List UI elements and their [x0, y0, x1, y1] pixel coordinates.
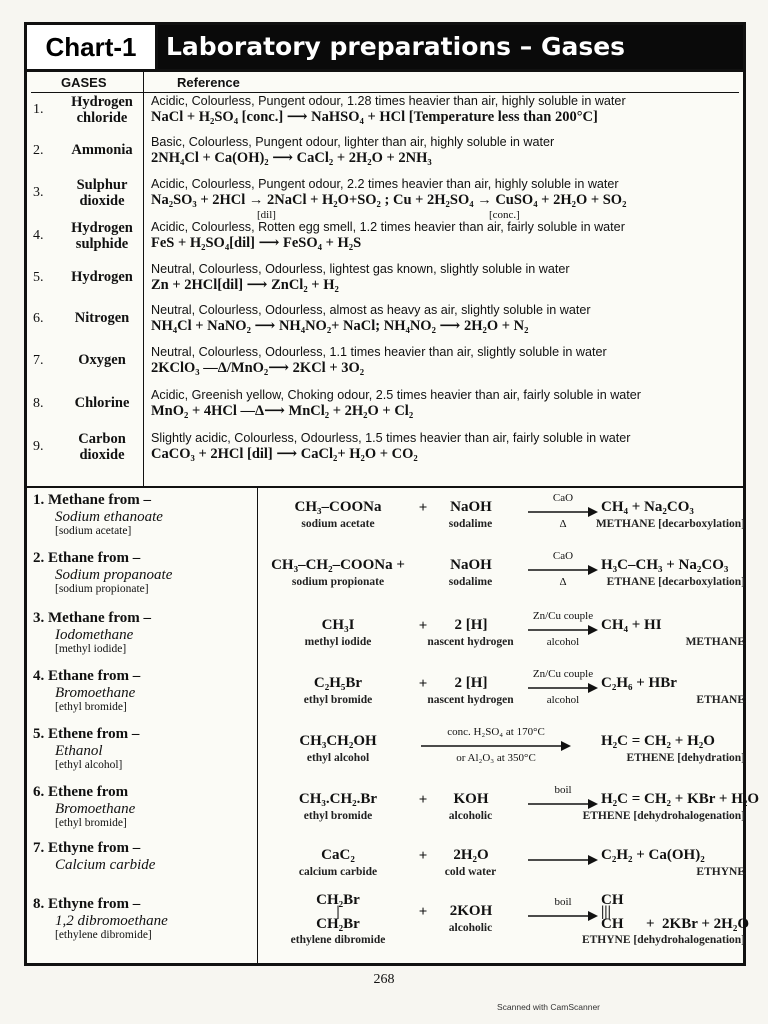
- gas-name: Hydrogen: [71, 269, 133, 285]
- gas-number: 9.: [33, 439, 44, 454]
- product: CH ||| CH + 2KBr + 2H₂O: [601, 892, 749, 932]
- reactant-1-label: ethyl bromide: [303, 810, 373, 822]
- preparation-note: [sodium propionate]: [55, 583, 149, 595]
- reactant-2-label: nascent hydrogen: [427, 636, 514, 648]
- reactant-1-label: ethylene dibromide: [290, 934, 386, 946]
- reactant-2: NaOH: [450, 499, 492, 515]
- reaction-condition: conc. H₂SO₄ at 170°C: [447, 726, 545, 738]
- reactant-1: CH₃CH₂OH: [299, 733, 377, 749]
- gas-name: Nitrogen: [74, 310, 130, 326]
- plus-sign: +: [418, 618, 428, 634]
- preparation-source: Ethanol: [55, 743, 103, 759]
- reaction-condition: CaO: [552, 492, 574, 504]
- reaction-equation: [263, 550, 745, 608]
- preparation-name: [33, 784, 255, 830]
- preparations-table: [27, 488, 760, 965]
- gases-table: [27, 72, 743, 488]
- reaction-equation: [263, 492, 745, 550]
- preparation-title: 7. Ethyne from –: [33, 840, 141, 856]
- gas-equation: Na₂SO₃ + 2HCl → 2NaCl + H₂O+SO₂ ; Cu + 2H₂SO₄ → CuSO₄ + 2H₂O + SO₂: [151, 192, 627, 208]
- scan-watermark: Scanned with CamScanner: [497, 1002, 601, 1012]
- reaction-condition: Δ: [559, 576, 567, 588]
- plus-sign: +: [418, 676, 428, 692]
- gas-properties: Slightly acidic, Colourless, Odourless, 1.5 times heavier than air, fairly soluble in water: [151, 431, 631, 445]
- reactant-2-label: cold water: [444, 866, 497, 878]
- preparation-row: [27, 726, 743, 784]
- reactant-2: 2KOH: [449, 903, 493, 919]
- reaction-arrow-icon: [528, 853, 598, 867]
- preparation-row: [27, 492, 743, 550]
- reactant-1: CH₂Br | CH₂Br: [316, 892, 360, 932]
- preparation-name: [33, 550, 255, 596]
- gas-name: Chlorine: [74, 395, 130, 411]
- reactant-1: CH₃.CH₂.Br: [298, 791, 378, 807]
- plus-sign: +: [418, 792, 428, 808]
- reactant-2: KOH: [453, 791, 489, 807]
- preparation-source: Calcium carbide: [55, 857, 156, 873]
- gas-properties: Neutral, Colourless, Odourless, lightest gas known, slightly soluble in water: [151, 262, 570, 276]
- reaction-equation: [263, 726, 745, 784]
- reactant-1: CaC₂: [321, 847, 355, 863]
- gas-row: [27, 94, 743, 136]
- equation-note: [conc.]: [489, 209, 520, 221]
- reactant-1-label: ethyl alcohol: [306, 752, 370, 764]
- gas-row: [27, 431, 743, 473]
- reactant-2: 2 [H]: [454, 675, 488, 691]
- reaction-equation: [263, 668, 745, 726]
- column-header-reference: Reference: [177, 75, 240, 90]
- gas-number: 4.: [33, 228, 44, 243]
- chart-title: Laboratory preparations – Gases: [158, 25, 743, 69]
- product-label: ETHENE [dehydrohalogenation]: [582, 810, 745, 822]
- reaction-equation: [263, 840, 745, 898]
- reaction-arrow-icon: [528, 797, 598, 811]
- reactant-2-label: alcoholic: [448, 922, 493, 934]
- gas-name: Hydrogen chloride: [71, 94, 133, 126]
- reaction-arrow-icon: [528, 623, 598, 637]
- gas-number: 1.: [33, 102, 44, 117]
- product: C₂H₆ + HBr: [601, 675, 677, 691]
- reactant-1-label: ethyl bromide: [303, 694, 373, 706]
- reactant-2-label: alcoholic: [448, 810, 493, 822]
- gas-properties: Neutral, Colourless, Odourless, 1.1 times heavier than air, slightly soluble in water: [151, 345, 607, 359]
- preparation-note: [ethyl alcohol]: [55, 759, 123, 771]
- reactant-1-label: calcium carbide: [298, 866, 378, 878]
- preparation-note: [sodium acetate]: [55, 525, 132, 537]
- gas-number: 7.: [33, 353, 44, 368]
- preparation-source: Sodium propanoate: [55, 567, 173, 583]
- product-label: METHANE: [685, 636, 745, 648]
- reaction-condition: or Al₂O₃ at 350°C: [456, 752, 536, 764]
- preparation-row: [27, 840, 743, 898]
- reaction-equation: [263, 610, 745, 668]
- reactant-1: C₂H₅Br: [313, 675, 363, 691]
- reaction-condition: Zn/Cu couple: [532, 610, 594, 622]
- product: CH₄ + Na₂CO₃: [601, 499, 694, 515]
- preparation-source: Iodomethane: [55, 627, 134, 643]
- product: C₂H₂ + Ca(OH)₂: [601, 847, 705, 863]
- reactant-1: CH₃–COONa: [294, 499, 382, 515]
- preparation-title: 4. Ethane from –: [33, 668, 141, 684]
- gas-equation: NH₄Cl + NaNO₂ ⟶ NH₄NO₂+ NaCl; NH₄NO₂ ⟶ 2H₂O + N₂: [151, 318, 529, 334]
- gas-properties: Acidic, Colourless, Rotten egg smell, 1.2 times heavier than air, fairly soluble in water: [151, 220, 625, 234]
- reaction-condition: CaO: [552, 550, 574, 562]
- preparation-note: [methyl iodide]: [55, 643, 127, 655]
- reactant-2-label: sodalime: [448, 576, 493, 588]
- gas-equation: 2NH₄Cl + Ca(OH)₂ ⟶ CaCl₂ + 2H₂O + 2NH₃: [151, 150, 432, 166]
- reaction-arrow-icon: [528, 505, 598, 519]
- preparation-title: 1. Methane from –: [33, 492, 152, 508]
- gas-equation: CaCO₃ + 2HCl [dil] ⟶ CaCl₂+ H₂O + CO₂: [151, 446, 418, 462]
- gas-number: 2.: [33, 143, 44, 158]
- preparation-row: [27, 550, 743, 608]
- gas-name: Ammonia: [71, 142, 133, 158]
- reactant-1-label: methyl iodide: [304, 636, 372, 648]
- chart-header: [27, 25, 743, 72]
- gas-equation: MnO₂ + 4HCl —Δ⟶ MnCl₂ + 2H₂O + Cl₂: [151, 403, 414, 419]
- reaction-condition: boil: [554, 896, 572, 908]
- gas-number: 3.: [33, 185, 44, 200]
- gas-properties: Neutral, Colourless, Odourless, almost as heavy as air, slightly soluble in water: [151, 303, 591, 317]
- gas-equation: FeS + H₂SO₄[dil] ⟶ FeSO₄ + H₂S: [151, 235, 362, 251]
- preparation-source: Bromoethane: [55, 685, 136, 701]
- preparation-name: [33, 896, 255, 942]
- gas-row: [27, 345, 743, 387]
- preparation-row: [27, 784, 760, 842]
- reactant-1: CH₃–CH₂–COONa +: [271, 557, 405, 573]
- gas-row: [27, 262, 743, 304]
- reaction-arrow-icon: [528, 681, 598, 695]
- plus-sign: +: [418, 904, 428, 920]
- preparation-title: 8. Ethyne from –: [33, 896, 141, 912]
- gas-equation: 2KClO₃ —Δ/MnO₂⟶ 2KCl + 3O₂: [151, 360, 365, 376]
- reactant-2: 2H₂O: [453, 847, 489, 863]
- reactant-2: 2 [H]: [454, 617, 488, 633]
- gas-name: Sulphur dioxide: [76, 177, 128, 209]
- reactant-2-label: nascent hydrogen: [427, 694, 514, 706]
- product-label: METHANE [decarboxylation]: [595, 518, 745, 530]
- preparation-note: [ethyl bromide]: [55, 817, 127, 829]
- reaction-arrow-icon: [528, 563, 598, 577]
- gas-number: 6.: [33, 311, 44, 326]
- gas-properties: Acidic, Colourless, Pungent odour, 1.28 times heavier than air, highly soluble in water: [151, 94, 626, 108]
- reaction-condition: Zn/Cu couple: [532, 668, 594, 680]
- preparation-note: [ethylene dibromide]: [55, 929, 152, 941]
- product-label: ETHANE: [696, 694, 745, 706]
- reactant-1-label: sodium propionate: [291, 576, 385, 588]
- preparation-row: [27, 892, 749, 954]
- gas-number: 5.: [33, 270, 44, 285]
- plus-sign: +: [418, 500, 428, 516]
- gas-row: [27, 220, 743, 262]
- reactant-1-label: sodium acetate: [301, 518, 375, 530]
- gas-name: Carbon dioxide: [78, 431, 126, 463]
- gas-properties: Acidic, Greenish yellow, Choking odour, 2.5 times heavier than air, fairly soluble in water: [151, 388, 642, 402]
- product: CH₄ + HI: [601, 617, 662, 633]
- preparation-name: [33, 492, 255, 538]
- preparation-name: [33, 610, 255, 656]
- product-label: ETHANE [decarboxylation]: [606, 576, 745, 588]
- gas-row: [27, 135, 743, 177]
- preparation-name: [33, 726, 255, 772]
- header-divider: [31, 92, 739, 93]
- product-label: ETHYNE [dehydrohalogenation]: [581, 934, 745, 946]
- gas-row: [27, 177, 743, 219]
- gas-name: Hydrogen sulphide: [71, 220, 133, 252]
- chart-label: Chart-1: [27, 25, 158, 69]
- preparation-name: [33, 840, 255, 873]
- reaction-equation: [263, 784, 760, 842]
- product: H₂C = CH₂ + KBr + H₂O: [601, 791, 760, 807]
- column-header-gases: GASES: [61, 75, 107, 90]
- plus-sign: +: [418, 848, 428, 864]
- gas-equation: NaCl + H₂SO₄ [conc.] ⟶ NaHSO₄ + HCl [Temperature less than 200°C]: [151, 109, 598, 125]
- gas-row: [27, 388, 743, 430]
- preparation-source: Bromoethane: [55, 801, 136, 817]
- preparation-title: 5. Ethene from –: [33, 726, 140, 742]
- preparation-source: 1,2 dibromoethane: [55, 913, 168, 929]
- reaction-condition: alcohol: [546, 636, 580, 648]
- reactant-2-label: sodalime: [448, 518, 493, 530]
- preparation-row: [27, 668, 743, 726]
- preparation-title: 2. Ethane from –: [33, 550, 141, 566]
- page-number: 268: [373, 972, 395, 987]
- preparation-title: 6. Ethene from: [33, 784, 129, 800]
- gas-name: Oxygen: [78, 352, 126, 368]
- equation-note: [dil]: [257, 209, 276, 221]
- preparation-source: Sodium ethanoate: [55, 509, 163, 525]
- reaction-arrow-icon: [421, 739, 571, 753]
- reactant-2: NaOH: [450, 557, 492, 573]
- product-label: ETHENE [dehydration]: [626, 752, 745, 764]
- gas-properties: Basic, Colourless, Pungent odour, lighter than air, highly soluble in water: [151, 135, 555, 149]
- reaction-condition: Δ: [559, 518, 567, 530]
- preparation-note: [ethyl bromide]: [55, 701, 127, 713]
- product-label: ETHYNE: [696, 866, 745, 878]
- preparation-name: [33, 668, 255, 714]
- reactant-1: CH₃I: [321, 617, 355, 633]
- gas-equation: Zn + 2HCl[dil] ⟶ ZnCl₂ + H₂: [151, 277, 339, 293]
- product: H₃C–CH₃ + Na₂CO₃: [601, 557, 729, 573]
- preparation-title: 3. Methane from –: [33, 610, 152, 626]
- reaction-equation: [263, 892, 749, 954]
- chart-page: [24, 22, 760, 966]
- gas-number: 8.: [33, 396, 44, 411]
- gas-properties: Acidic, Colourless, Pungent odour, 2.2 times heavier than air, highly soluble in water: [151, 177, 619, 191]
- gas-row: [27, 303, 743, 345]
- reaction-condition: boil: [554, 784, 572, 796]
- reaction-arrow-icon: [528, 909, 598, 923]
- reaction-condition: alcohol: [546, 694, 580, 706]
- product: H₂C = CH₂ + H₂O: [601, 733, 715, 749]
- preparation-row: [27, 610, 743, 668]
